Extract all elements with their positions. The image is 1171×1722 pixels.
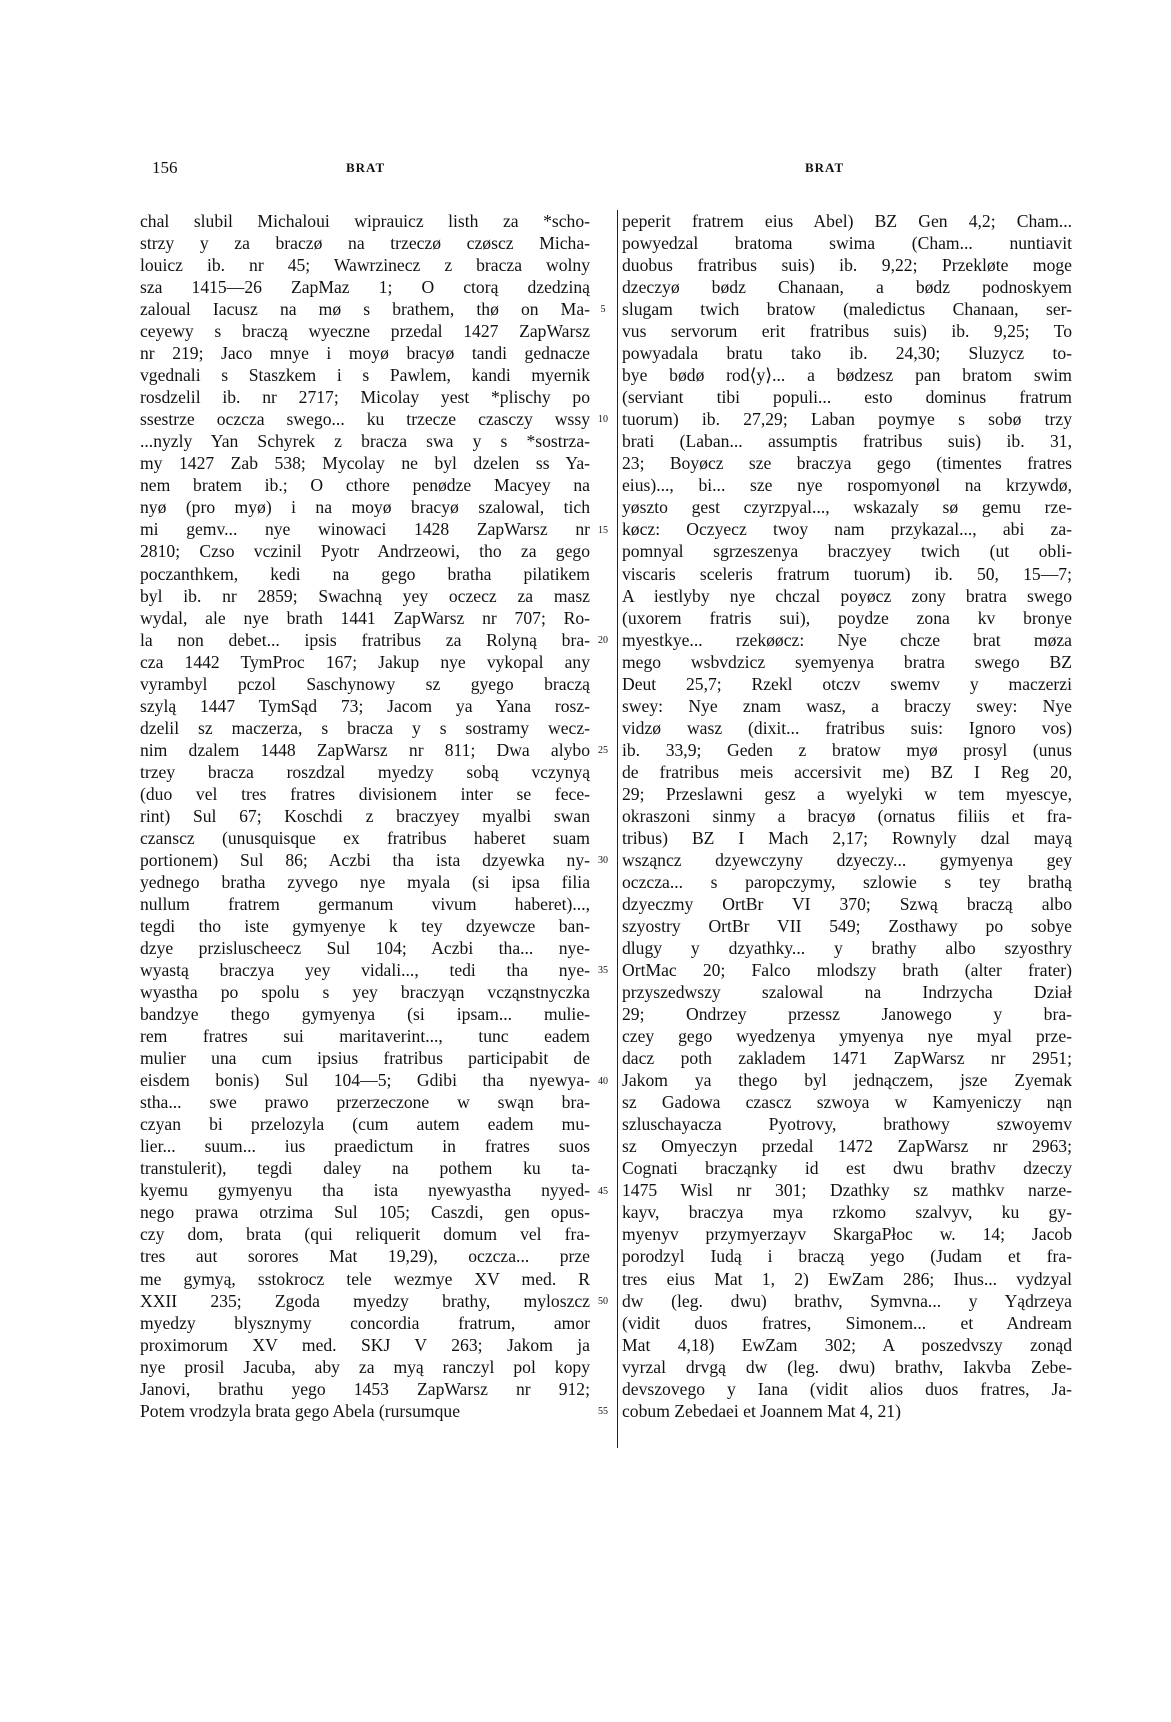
line-number: 25 <box>598 744 608 756</box>
text-line: rint) Sul 67; Koschdi z braczyey myalbi swan <box>140 805 590 826</box>
text-line: la non debet... ipsis fratribus za Rolyną bra- <box>140 629 590 650</box>
text-line: powyedzal bratoma swima (Cham... nuntiavit <box>622 233 1072 254</box>
text-line: myedzy blysznymy concordia fratrum, amor <box>140 1312 590 1333</box>
text-line: tuorum) ib. 27,29; Laban poymye s sobø trzy <box>622 409 1072 430</box>
text-line: ...nyzly Yan Schyrek z bracza swa y s *sostrza- <box>140 431 590 452</box>
text-line: szluschayacza Pyotrovy, brathowy szwoyemv <box>622 1114 1072 1135</box>
text-line: nim dzalem 1448 ZapWarsz nr 811; Dwa alybo <box>140 739 590 760</box>
text-line: wyastha po spolu s yey braczyąn vcząnstnyczka <box>140 982 590 1003</box>
text-line: (vidit duos fratres, Simonem... et Andream <box>622 1312 1072 1333</box>
text-line: peperit fratrem eius Abel) BZ Gen 4,2; Cham... <box>622 211 1072 231</box>
text-line: dzye przisluscheecz Sul 104; Aczbi tha... nye- <box>140 938 590 959</box>
line-number: 30 <box>598 855 608 867</box>
text-line: 29; Ondrzey przessz Janowego y bra- <box>622 1004 1072 1025</box>
text-line: pomnyal sgrzeszenya braczyey twich (ut obli- <box>622 541 1072 562</box>
left-column <box>140 210 590 1422</box>
text-line: Mat 4,18) EwZam 302; A poszedvszy zonąd <box>622 1334 1072 1355</box>
text-line: vus servorum erit fratribus suis) ib. 9,25; To <box>622 321 1072 342</box>
text-line: 1475 Wisl nr 301; Dzathky sz mathkv narze- <box>622 1180 1072 1201</box>
line-number: 40 <box>598 1075 608 1087</box>
text-line: czey gego wyedzenya ymyenya nye myal prze- <box>622 1026 1072 1047</box>
text-line: dzelil sz maczerza, s bracza y s sostramy wecz- <box>140 717 590 738</box>
text-line: Deut 25,7; Rzekl otczv swemv y maczerzi <box>622 673 1072 694</box>
text-line: szylą 1447 TymSąd 73; Jacom ya Yana rosz- <box>140 695 590 716</box>
right-column <box>622 210 1072 1422</box>
text-line: bye bødø rod⟨y⟩... a bødzesz pan bratom swim <box>622 365 1072 386</box>
text-line: de fratribus meis accersivit me) BZ I Reg 20, <box>622 761 1072 782</box>
line-number: 15 <box>598 524 608 536</box>
running-head-right: BRAT <box>805 160 845 175</box>
text-line: me gymyą, sstokrocz tele wezmye XV med. R <box>140 1268 590 1289</box>
text-line: wydal, ale nye brath 1441 ZapWarsz nr 707; Ro- <box>140 607 590 628</box>
text-line: lier... suum... ius praedictum in fratres suos <box>140 1136 590 1157</box>
text-line: nem bratem ib.; O cthore penødze Macyey na <box>140 475 590 496</box>
text-line: stha... swe prawo przerzeczone w swąn bra- <box>140 1092 590 1113</box>
text-line: mulier una cum ipsius fratribus participabit de <box>140 1048 590 1069</box>
text-line: porodzyl Iudą i braczą yego (Judam et fra- <box>622 1246 1072 1267</box>
text-line: swey: Nye znam wasz, a braczy swey: Nye <box>622 695 1072 716</box>
text-line: eius)..., bi... sze nye rospomyonøl na krzywdø, <box>622 475 1072 496</box>
text-line: A iestlyby nye chczal poyøcz zony bratra swego <box>622 585 1072 606</box>
text-line: mi gemv... nye winowaci 1428 ZapWarsz nr <box>140 519 590 540</box>
text-line: vyrambyl pczol Saschynowy sz gyego braczą <box>140 673 590 694</box>
text-line: cza 1442 TymProc 167; Jakup nye vykopal any <box>140 651 590 672</box>
text-line: devszovego y Iana (vidit alios duos fratres, Ja- <box>622 1378 1072 1399</box>
text-line: sz Gadowa czascz szwoya w Kamyeniczy nąn <box>622 1092 1072 1113</box>
text-line: dzyeczmy OrtBr VI 370; Szwą braczą albo <box>622 893 1072 914</box>
text-line: Janovi, brathu yego 1453 ZapWarsz nr 912; <box>140 1378 590 1399</box>
text-line: transtulerit), tegdi daley na pothem ku ta- <box>140 1158 590 1179</box>
text-line: my 1427 Zab 538; Mycolay ne byl dzelen ss Ya- <box>140 453 590 474</box>
text-line: tres aut sorores Mat 19,29), oczcza... prze <box>140 1246 590 1267</box>
text-line: (duo vel tres fratres divisionem inter se fece- <box>140 783 590 804</box>
text-line: 29; Przeslawni gesz a wyelyki w tem myescye, <box>622 783 1072 804</box>
text-line: dzeczyø bødz Chanaan, a bødz podnoskyem <box>622 277 1072 298</box>
text-line: trzey bracza roszdzal myedzy sobą vczynyą <box>140 761 590 782</box>
text-line: tres eius Mat 1, 2) EwZam 286; Ihus... vydzyal <box>622 1268 1072 1289</box>
text-line: Potem vrodzyla brata gego Abela (rursumque <box>140 1400 461 1421</box>
text-line: portionem) Sul 86; Aczbi tha ista dzyewka ny- <box>140 849 590 870</box>
text-line: ceyewy s braczą wyeczne przedal 1427 ZapWarsz <box>140 321 590 342</box>
text-line: czyan bi przelozyla (cum autem eadem mu- <box>140 1114 590 1135</box>
text-line: powyadala bratu tako ib. 24,30; Sluzycz to- <box>622 343 1072 364</box>
text-line: okraszoni sinmy a bracyø (ornatus filiis et fra- <box>622 805 1072 826</box>
text-line: nullum fratrem germanum vivum haberet)..., <box>140 893 590 914</box>
text-line: nye prosil Jacuba, aby za myą ranczyl pol kopy <box>140 1356 590 1377</box>
text-line: ssestrze oczcza swego... ku trzecze czasczy wssy <box>140 409 590 430</box>
text-line: rosdzelil ib. nr 2717; Micolay yest *plischy po <box>140 387 590 408</box>
text-line: szyostry OrtBr VII 549; Zosthawy po sobye <box>622 916 1072 936</box>
text-line: poczanthkem, kedi na gego bratha pilatikem <box>140 563 590 584</box>
text-line: bandzye thego gymyenya (si ipsam... mulie- <box>140 1004 590 1025</box>
text-line: vyrzal drvgą dw (leg. dwu) brathv, Iakvba Zebe- <box>622 1356 1072 1377</box>
text-line: oczcza... s paropczymy, szlowie s tey brathą <box>622 871 1072 892</box>
text-line: eisdem bonis) Sul 104—5; Gdibi tha nyewya- <box>140 1070 590 1091</box>
text-line: Jakom ya thego byl jednączem, jsze Zyemak <box>622 1070 1072 1091</box>
text-line: sza 1415—26 ZapMaz 1; O ctorą dzedziną <box>140 277 590 298</box>
text-line: myenyv przymyerzayv SkargaPłoc w. 14; Jacob <box>622 1224 1072 1245</box>
text-line: brati (Laban... assumptis fratribus suis) ib. 31, <box>622 431 1072 452</box>
text-line: strzy y za braczø na trzeczø czøscz Micha- <box>140 233 590 254</box>
line-number: 5 <box>600 304 606 316</box>
text-line: przyszedwszy szalowal na Indrzycha Dział <box>622 982 1072 1003</box>
text-line: louicz ib. nr 45; Wawrzinecz z bracza wolny <box>140 255 590 276</box>
page-number: 156 <box>152 158 178 177</box>
text-line: yednego bratha zyvego nye myala (si ipsa filia <box>140 871 590 892</box>
text-line: køcz: Oczyecz twoy nam przykazal..., abi za- <box>622 519 1072 540</box>
text-line: Cognati bracząnky id est dwu brathv dzeczy <box>622 1158 1072 1179</box>
text-line: duobus fratribus suis) ib. 9,22; Przekløte moge <box>622 255 1072 276</box>
line-number: 45 <box>598 1185 608 1197</box>
text-line: viscaris sceleris fratrum tuorum) ib. 50, 15—7; <box>622 563 1072 584</box>
text-line: yøszto gest czyrzpyal..., wskazaly sø gemu rze- <box>622 497 1072 518</box>
text-line: nyø (pro myø) i na moyø bracyø szalowal, tich <box>140 497 590 518</box>
text-line: nr 219; Jaco mnye i moyø bracyø tandi gednacze <box>140 343 590 364</box>
text-line: chal slubil Michaloui wiprauicz listh za *scho- <box>140 211 590 231</box>
running-head-left: BRAT <box>346 160 386 175</box>
line-number-gutter <box>592 210 614 1448</box>
text-line: slugam twich bratow (maledictus Chanaan, ser- <box>622 299 1072 320</box>
text-line: OrtMac 20; Falco mlodszy brath (alter frater) <box>622 960 1072 981</box>
line-number: 20 <box>598 634 608 646</box>
text-line: byl ib. nr 2859; Swachną yey oczecz za masz <box>140 585 590 606</box>
text-line: wyastą braczya yey vidali..., tedi tha nye- <box>140 960 590 981</box>
text-line: rem fratres sui maritaverint..., tunc eadem <box>140 1026 590 1047</box>
text-line: tegdi tho iste gymyenye k tey dzyewcze ban- <box>140 916 590 936</box>
text-line: (uxorem fratris sui), poydze zona kv bronye <box>622 607 1072 628</box>
line-number: 50 <box>598 1295 608 1307</box>
line-number: 35 <box>598 965 608 977</box>
text-line: cobum Zebedaei et Joannem Mat 4, 21) <box>622 1400 901 1421</box>
text-line: kyemu gymyenyu tha ista nyewyastha nyyed- <box>140 1180 590 1201</box>
text-line: 23; Boyøcz sze braczya gego (timentes fratres <box>622 453 1072 474</box>
text-line: vgednali s Staszkem i s Pawlem, kandi myernik <box>140 365 590 386</box>
line-number: 10 <box>598 414 608 426</box>
text-line: wsząncz dzyewczyny dzyeczy... gymyenya gey <box>622 849 1072 870</box>
text-line: (serviant tibi populi... esto dominus fratrum <box>622 387 1072 408</box>
text-line: proximorum XV med. SKJ V 263; Jakom ja <box>140 1334 590 1355</box>
text-line: zaloual Iacusz na mø s brathem, thø on Ma- <box>140 299 590 320</box>
text-line: sz Omyeczyn przedal 1472 ZapWarsz nr 2963; <box>622 1136 1072 1157</box>
text-line: myestkye... rzekøøcz: Nye chcze brat møza <box>622 629 1072 650</box>
text-line: XXII 235; Zgoda myedzy brathy, myloszcz <box>140 1290 590 1311</box>
text-line: nego prawa otrzima Sul 105; Caszdi, gen opus- <box>140 1202 590 1223</box>
text-line: czanscz (unusquisque ex fratribus haberet suam <box>140 827 590 848</box>
text-line: dlugy y dzyathky... y brathy albo szyosthry <box>622 938 1072 959</box>
text-line: czy dom, brata (qui reliquerit domum vel fra- <box>140 1224 590 1245</box>
text-line: ib. 33,9; Geden z bratow myø prosyl (unus <box>622 739 1072 760</box>
text-line: mego wsbvdzicz syemyenya bratra swego BZ <box>622 651 1072 672</box>
text-line: vidzø wasz (dixit... fratribus suis: Ignoro vos) <box>622 717 1072 738</box>
column-rule <box>617 210 618 1448</box>
text-line: 2810; Czso vczinil Pyotr Andrzeowi, tho za gego <box>140 541 590 562</box>
text-line: tribus) BZ I Mach 2,17; Rownyly dzal mayą <box>622 827 1072 848</box>
text-line: kayv, braczya mya rzkomo szalvyv, ku gy- <box>622 1202 1072 1223</box>
text-line: dacz poth zakladem 1471 ZapWarsz nr 2951; <box>622 1048 1072 1069</box>
text-line: dw (leg. dwu) brathv, Symvna... y Yądrzeya <box>622 1290 1072 1311</box>
line-number: 55 <box>598 1406 608 1418</box>
